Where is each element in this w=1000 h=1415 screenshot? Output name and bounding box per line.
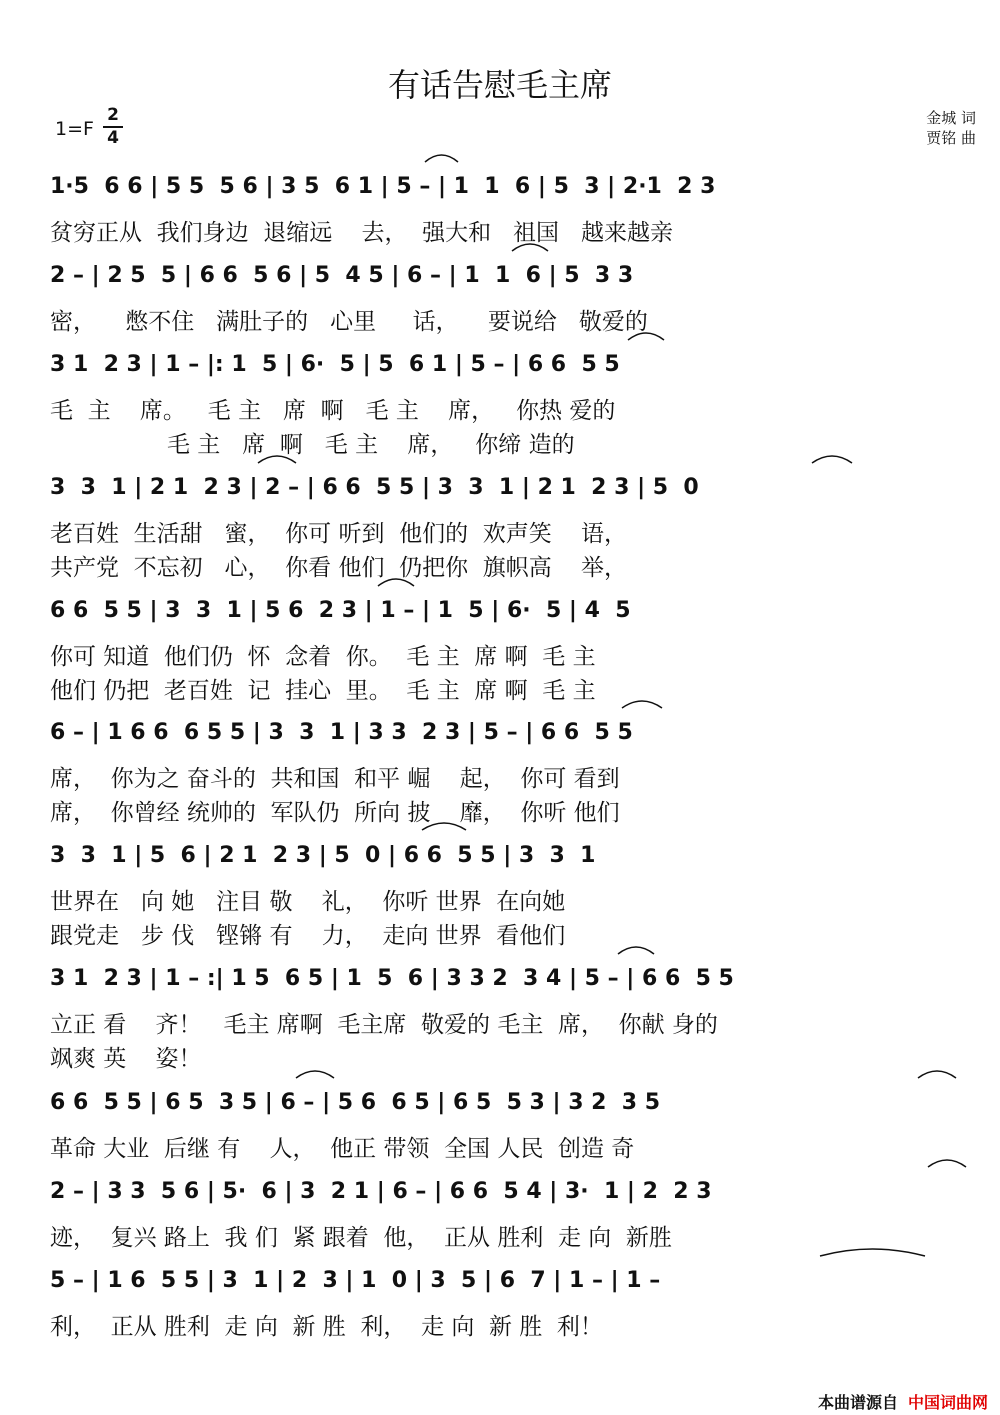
lyric-line: 密， 憋不住 满肚子的 心里 话， 要说给 敬爱的	[50, 309, 648, 335]
notation-line: 3 3 1 | 5 6 | 2 1 2 3 | 5 0 | 6 6 5 5 | 3 3 1	[50, 843, 596, 868]
lyric-line: 他们 仍把 老百姓 记 挂心 里。 毛 主 席 啊 毛 主	[50, 678, 596, 704]
notation-line: 2 – | 2 5 5 | 6 6 5 6 | 5 4 5 | 6 – | 1 1 6 | 5 3 3	[50, 263, 634, 288]
notation-line: 1·5 6 6 | 5 5 5 6 | 3 5 6 1 | 5 – | 1 1 6 | 5 3 | 2·1 2 3	[50, 174, 716, 199]
source-label: 本曲谱源自	[817, 1393, 898, 1412]
notation-line: 6 – | 1 6 6 6 5 5 | 3 3 1 | 3 3 2 3 | 5 – | 6 6 5 5	[50, 720, 633, 745]
lyric-line: 席， 你为之 奋斗的 共和国 和平 崛 起， 你可 看到	[50, 766, 620, 792]
slur-arc	[622, 701, 662, 708]
notation-line: 5 – | 1 6 5 5 | 3 1 | 2 3 | 1 0 | 3 5 | 6 7 | 1 – | 1 –	[50, 1268, 661, 1293]
lyricist-credit: 金城 词	[926, 109, 976, 127]
slur-arc	[928, 1160, 966, 1167]
slur-arc	[296, 1071, 334, 1078]
notation-line: 6 6 5 5 | 6 5 3 5 | 6 – | 5 6 6 5 | 6 5 5 3 | 3 2 3 5	[50, 1090, 661, 1115]
lyric-line: 毛 主 席 啊 毛 主 席， 你缔 造的	[50, 432, 575, 458]
lyric-line: 利， 正从 胜利 走 向 新 胜 利， 走 向 新 胜 利！	[50, 1314, 603, 1340]
notation-line: 6 6 5 5 | 3 3 1 | 5 6 2 3 | 1 – | 1 5 | 6· 5 | 4 5	[50, 598, 631, 623]
slur-arc	[918, 1071, 956, 1078]
notation-line: 3 3 1 | 2 1 2 3 | 2 – | 6 6 5 5 | 3 3 1 | 2 1 2 3 | 5 0	[50, 475, 699, 500]
lyric-line: 共产党 不忘初 心， 你看 他们 仍把你 旗帜高 举，	[50, 555, 627, 581]
notation-line: 3 1 2 3 | 1 – :| 1 5 6 5 | 1 5 6 | 3 3 2 3 4 | 5 – | 6 6 5 5	[50, 966, 734, 991]
composer-credit: 贾铭 曲	[926, 129, 976, 147]
time-signature-bottom: 4	[107, 128, 119, 148]
site-brand: 中国词曲网	[907, 1393, 988, 1412]
slur-arc	[820, 1249, 925, 1256]
slur-arc	[618, 947, 654, 954]
lyric-line: 革命 大业 后继 有 人， 他正 带领 全国 人民 创造 奇	[50, 1136, 635, 1162]
time-signature	[103, 106, 123, 148]
slur-arc	[425, 155, 458, 162]
lyric-line: 毛 主 席。 毛 主 席 啊 毛 主 席， 你热 爱的	[50, 398, 616, 424]
lyric-line: 跟党走 步 伐 铿锵 有 力， 走向 世界 看他们	[50, 923, 566, 949]
lyric-line: 世界在 向 她 注目 敬 礼， 你听 世界 在向她	[50, 889, 566, 915]
lyric-line: 飒爽 英 姿！	[50, 1046, 202, 1072]
lyric-line: 迹， 复兴 路上 我 们 紧 跟着 他， 正从 胜利 走 向 新胜	[50, 1225, 672, 1251]
lyric-line: 席， 你曾经 统帅的 军队仍 所向 披 靡， 你听 他们	[50, 800, 620, 826]
lyric-line: 你可 知道 他们仍 怀 念着 你。 毛 主 席 啊 毛 主	[50, 644, 596, 670]
notation-line: 3 1 2 3 | 1 – |: 1 5 | 6· 5 | 5 6 1 | 5 – | 6 6 5 5	[50, 352, 620, 377]
lyric-line: 立正 看 齐！ 毛主 席啊 毛主席 敬爱的 毛主 席， 你献 身的	[50, 1012, 718, 1038]
key-signature: 1=F	[55, 118, 94, 140]
credits	[926, 108, 976, 148]
slur-arc	[812, 456, 852, 463]
song-title: 有话告慰毛主席	[387, 66, 612, 104]
notation-line: 2 – | 3 3 5 6 | 5· 6 | 3 2 1 | 6 – | 6 6 5 4 | 3· 1 | 2 2 3	[50, 1179, 712, 1204]
lyric-line: 老百姓 生活甜 蜜， 你可 听到 他们的 欢声笑 语，	[50, 521, 627, 547]
lyric-line: 贫穷正从 我们身边 退缩远 去， 强大和 祖国 越来越亲	[50, 220, 673, 246]
source-footer	[818, 1390, 988, 1413]
time-signature-top: 2	[107, 105, 119, 125]
